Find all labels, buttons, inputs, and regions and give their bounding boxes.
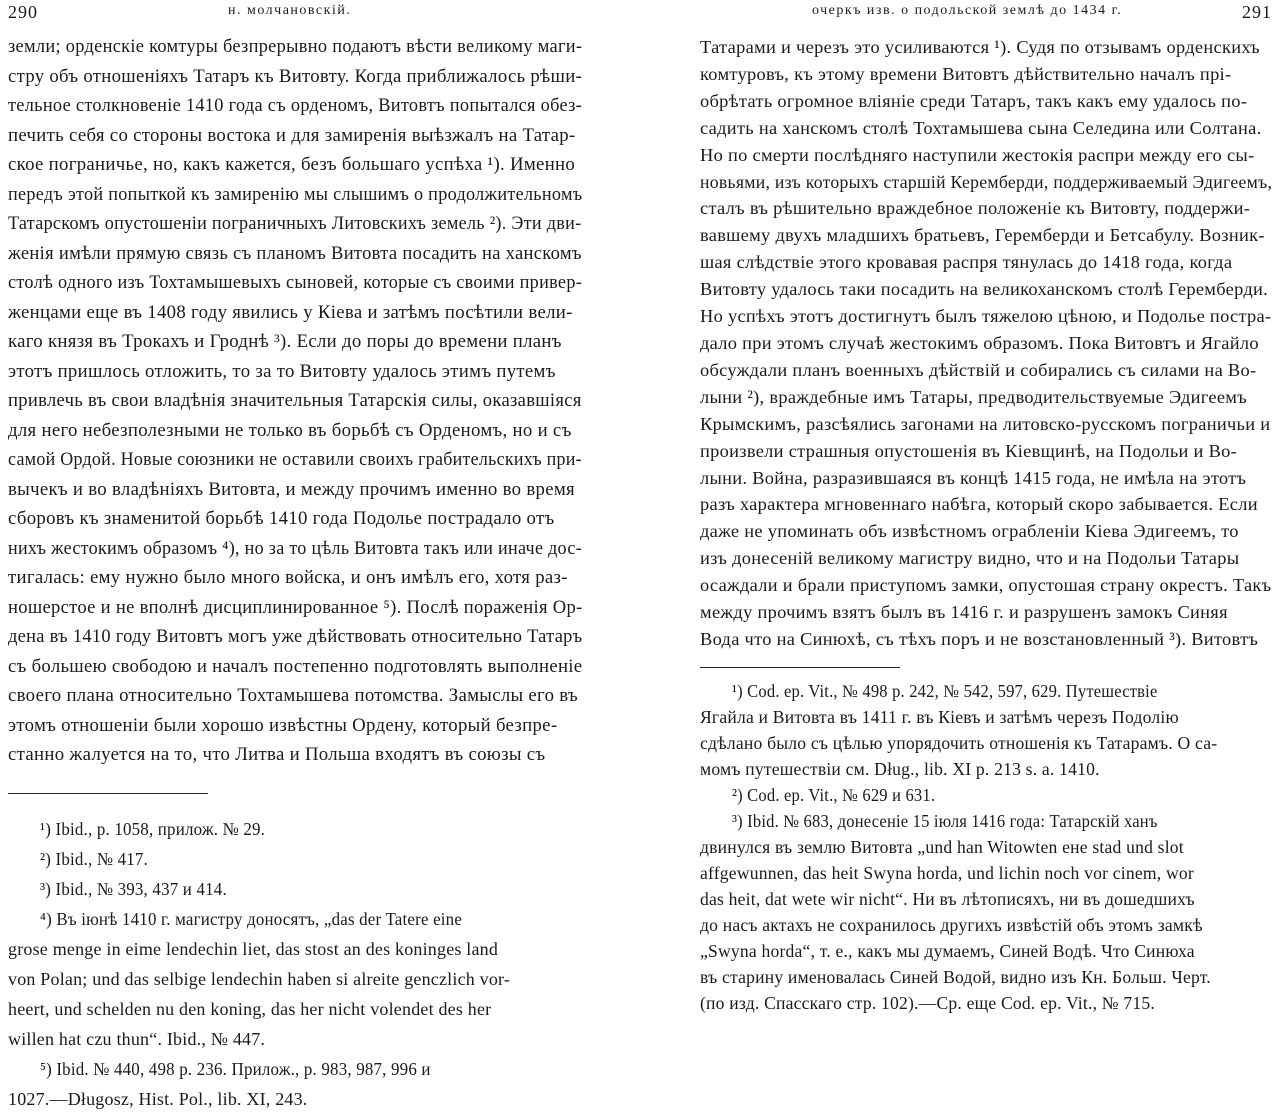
footnote-line: das heit, dat wete wir nicht“. Ни въ лѣтописяхъ, ни въ дошедшихъ (700, 888, 1195, 909)
footnote-line: von Polan; und das selbige lendechin haben si alreite genczlich vor- (8, 968, 511, 989)
body-text-line: Витовту удалось таки посадить на великоханскомъ столѣ Геремберди. (700, 279, 1269, 300)
body-text-line: между прочимъ взятъ былъ въ 1416 г. и разрушенъ замокъ Синяя (700, 602, 1228, 623)
body-text-line: садить на ханскомъ столѣ Тохтамышева сына Селедина или Солтана. (700, 117, 1262, 138)
left-running-title: н. молчановскій. (228, 3, 352, 18)
right-running-head (700, 0, 1272, 24)
footnote-line: ⁴) Въ іюнѣ 1410 г. магистру доносятъ, „das der Tatere eine (39, 908, 463, 929)
body-text-line: сталъ въ рѣшительно враждебное положеніе къ Витовту, поддержи- (700, 198, 1251, 219)
body-text-line: разъ характера мгновеннаго набѣга, который скоро забывается. Если (700, 494, 1258, 515)
body-text-line: Но по смерти послѣдняго наступили жестокія распри между его сы- (700, 144, 1255, 165)
right-running-title: очеркъ изв. о подольской землѣ до 1434 г. (812, 3, 1123, 18)
body-text-line: печить себя со стороны востока и для замиренія выѣзжалъ на Татар- (8, 124, 576, 146)
footnote-line: сдѣлано было съ цѣлью упорядочить отношенія къ Татарамъ. О са- (700, 732, 1218, 753)
footnote-line: ²) Cod. ep. Vit., № 629 и 631. (731, 784, 936, 805)
left-page-number: 290 (8, 2, 38, 22)
footnote-line: ¹) Ibid., p. 1058, прилож. № 29. (39, 818, 266, 839)
left-footnotes (8, 814, 582, 1114)
left-running-head (8, 0, 582, 24)
body-text-line: произвели страшныя опустошенія въ Кіевщинѣ, на Подольи и Во- (700, 440, 1238, 461)
body-text-line: Но успѣхъ этотъ достигнутъ былъ тяжелою цѣною, и Подолье постра- (700, 306, 1272, 327)
body-text-line: этомъ отношеніи были хорошо извѣстны Ордену, который безпре- (8, 714, 558, 736)
body-text-line: дена въ 1410 году Витовтъ могъ уже дѣйствовать относительно Татаръ (8, 626, 583, 647)
body-text-line: самой Ордой. Новые союзники не оставили своихъ грабительскихъ при- (8, 449, 582, 470)
body-text-line: лыни. Война, разразившаяся въ концѣ 1415 года, не имѣла на этотъ (700, 467, 1247, 488)
body-text-line: ское пограничье, но, какъ кажется, безъ большаго успѣха ¹). Именно (8, 154, 576, 175)
body-text-line: каго князя въ Трокахъ и Гроднѣ ³). Если до поры до времени планъ (8, 331, 562, 352)
footnote-line: двинулся въ землю Витовта „und han Witowten eне stad und slot (700, 836, 1184, 857)
footnote-line: ⁵) Ibid. № 440, 498 p. 236. Прилож., p. 983, 987, 996 и (39, 1058, 431, 1079)
right-page (700, 0, 1273, 1013)
body-text-line: привлечь въ свои владѣнія значительныя Татарскія силы, оказавшіяся (8, 390, 582, 411)
body-text-line: съ большею свободою и началъ постепенно подготовлять выполненіе (8, 655, 583, 677)
body-text-line: станно жалуется на то, что Литва и Польша входятъ въ союзы съ (8, 744, 546, 765)
body-text-line: Вода что на Синюхѣ, съ тѣхъ поръ и не возстановленный ³). Витовтъ (700, 628, 1259, 649)
right-page-number: 291 (1242, 2, 1272, 22)
footnote-line: grose menge in eime lendechin liet, das stost an des koninges land (8, 938, 499, 959)
body-text-line: Татарскомъ опустошеніи пограничныхъ Литовскихъ земель ²). Эти дви- (8, 213, 582, 234)
footnote-line: до насъ актахъ не сохранилось другихъ извѣстій объ этомъ замкѣ (700, 914, 1203, 935)
right-footnote-rule (700, 667, 900, 668)
body-text-line: лыни ²), враждебные имъ Татары, предводительствуемые Эдигеемъ (700, 386, 1248, 407)
body-text-line: комтуровъ, къ этому времени Витовтъ дѣйствительно началъ прі- (700, 63, 1232, 84)
body-text-line: тельное столкновеніе 1410 года съ орденомъ, Витовтъ попытался обез- (8, 95, 583, 116)
body-text-line: для него небезполезными не только въ борьбѣ съ Орденомъ, но и съ (8, 419, 572, 441)
footnote-line: (по изд. Спасскаго стр. 102).—Ср. еще Cod. ep. Vit., № 715. (700, 992, 1155, 1013)
right-body-text (700, 34, 1272, 653)
body-text-line: новьями, изъ которыхъ старшій Керемберди, поддерживаемый Эдигеемъ, (700, 171, 1273, 192)
body-text-line: Крымскимъ, разсѣялись загонами на литовско-русскомъ пограничьи и (700, 413, 1271, 434)
left-body-text (8, 32, 582, 770)
footnote-line: момъ путешествіи см. Dług., lib. XI p. 213 s. a. 1410. (700, 758, 1100, 779)
footnote-line: affgewunnen, das heit Swyna horda, und lichin noch vor cinem, wor (700, 862, 1194, 883)
body-text-line: своего плана относительно Тохтамышева потомства. Замыслы его въ (8, 685, 578, 706)
body-text-line: этотъ пришлось отложить, то за то Витовту удалось этимъ путемъ (8, 360, 556, 382)
body-text-line: женія имѣли прямую связь съ планомъ Витовта посадить на ханскомъ (8, 242, 582, 264)
footnote-line: ³) Ibid., № 393, 437 и 414. (39, 878, 227, 899)
body-text-line: дало при этомъ случаѣ жестокимъ образомъ. Пока Витовтъ и Ягайло (700, 332, 1259, 353)
body-text-line: даже не упоминать объ извѣстномъ ограбленіи Кіева Эдигеемъ, то (700, 521, 1239, 542)
footnote-line: „Swyna horda“, т. е., какъ мы думаемъ, Синей Водѣ. Что Синюха (700, 940, 1195, 961)
body-text-line: обрѣтать огромное вліяніе среди Татаръ, такъ какъ ему удалось по- (700, 90, 1248, 111)
body-text-line: нихъ жестокимъ образомъ ⁴), но за то цѣль Витовта такъ или иначе дос- (8, 537, 582, 559)
body-text-line: осаждали и брали приступомъ замки, опустошая страну окрестъ. Такъ (700, 575, 1272, 596)
body-text-line: земли; орденскіе комтуры безпрерывно подаютъ вѣсти великому маги- (8, 36, 583, 57)
body-text-line: шая слѣдствіе этого кровавая распря тянулась до 1418 года, когда (700, 252, 1233, 273)
footnote-line: ¹) Cod. ep. Vit., № 498 p. 242, № 542, 597, 629. Путешествіе (731, 680, 1158, 701)
body-text-line: столѣ одного изъ Тохтамышевыхъ сыновей, которые съ своими привер- (8, 272, 583, 293)
left-footnote-rule (8, 793, 208, 794)
body-text-line: вычекъ и во владѣніяхъ Витовта, и между прочимъ именно во время (8, 478, 575, 500)
footnote-line: willen hat czu thun“. Ibid., № 447. (8, 1028, 266, 1049)
body-text-line: тигалась: ему нужно было много войска, и онъ имѣлъ его, хотя раз- (8, 567, 568, 588)
body-text-line: женцами еще въ 1408 году явились у Кіева и затѣмъ посѣтили вели- (8, 301, 573, 323)
body-text-line: изъ донесеній великому магистру видно, что и на Подольи Татары (700, 548, 1240, 569)
footnote-line: Ягайла и Витовта въ 1411 г. въ Кіевъ и затѣмъ черезъ Подолію (700, 706, 1179, 727)
body-text-line: Татарами и черезъ это усиливаются ¹). Судя по отзывамъ орденскихъ (700, 37, 1260, 57)
footnote-line: ²) Ibid., № 417. (39, 848, 148, 869)
footnote-line: ³) Ibid. № 683, донесеніе 15 іюля 1416 года: Татарскій ханъ (731, 810, 1158, 831)
left-page (8, 0, 583, 1109)
body-text-line: ношерстое и не вполнѣ дисциплинированное ⁵). Послѣ пораженія Ор- (8, 596, 583, 618)
footnote-line: въ старину именовалась Синей Водой, видно изъ Кн. Больш. Черт. (700, 966, 1211, 987)
body-text-line: сборовъ къ знаменитой борьбѣ 1410 года Подолье пострадало отъ (8, 508, 555, 529)
right-footnotes (700, 678, 1272, 1016)
body-text-line: вавшему двухъ младшихъ братьевъ, Геремберди и Бетсабулу. Возник- (700, 225, 1265, 246)
body-text-line: обсуждали планъ военныхъ дѣйствій и собирались съ силами на Во- (700, 359, 1257, 380)
footnote-line: 1027.—Długosz, Hist. Pol., lib. XI, 243. (8, 1088, 308, 1109)
body-text-line: передъ этой попыткой къ замиренію мы слышимъ о продолжительномъ (8, 183, 583, 205)
body-text-line: стру объ отношеніяхъ Татаръ къ Витовту. Когда приближалось рѣши- (8, 65, 583, 87)
footnote-line: heert, und schelden nu den koning, das her nicht volendet des her (8, 998, 492, 1019)
